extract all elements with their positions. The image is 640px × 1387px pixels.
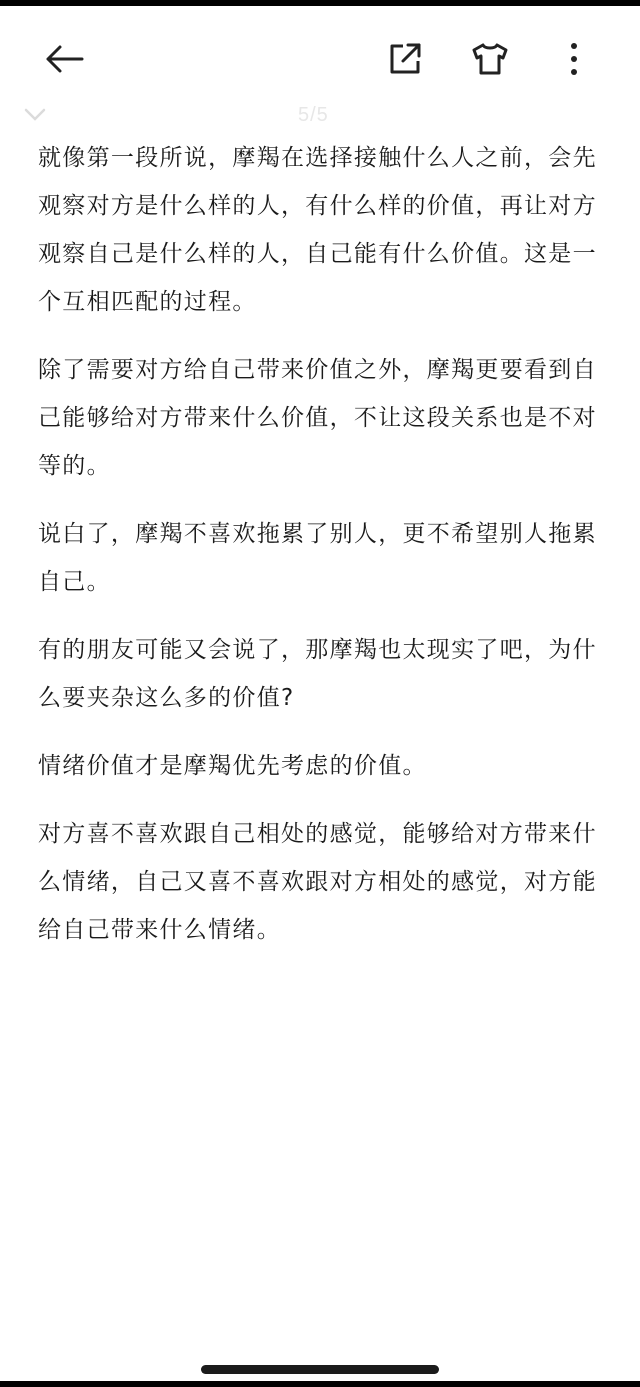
bottom-edge: [0, 1381, 640, 1387]
theme-button[interactable]: [462, 31, 518, 87]
paragraph: 除了需要对方给自己带来价值之外，摩羯更要看到自己能够给对方带来什么价值，不让这段关系也是不对等的。: [38, 357, 597, 479]
more-vertical-icon: [569, 42, 579, 76]
paragraph: 有的朋友可能又会说了，那摩羯也太现实了吧，为什么要夹杂这么多的价值?: [38, 637, 597, 711]
top-toolbar: [0, 0, 640, 115]
arrow-left-icon: [44, 44, 84, 74]
page-counter: 5/5: [298, 104, 329, 126]
share-external-icon: [388, 42, 422, 76]
more-options-button[interactable]: [546, 31, 602, 87]
back-button[interactable]: [36, 31, 92, 87]
paragraph: 情绪价值才是摩羯优先考虑的价值。: [38, 753, 427, 779]
share-button[interactable]: [377, 31, 433, 87]
close-icon: [22, 108, 48, 126]
article-body: [38, 134, 604, 974]
paragraph: 对方喜不喜欢跟自己相处的感觉，能够给对方带来什么情绪，自己又喜不喜欢跟对方相处的感觉，对方能给自己带来什么情绪。: [38, 821, 597, 943]
tshirt-icon: [471, 42, 509, 76]
paragraph: 说白了，摩羯不喜欢拖累了别人，更不希望别人拖累自己。: [38, 521, 597, 595]
home-indicator[interactable]: [201, 1365, 439, 1374]
paragraph: 就像第一段所说，摩羯在选择接触什么人之前，会先观察对方是什么样的人，有什么样的价值，再让对方观察自己是什么样的人，自己能有什么价值。这是一个互相匹配的过程。: [38, 145, 597, 315]
